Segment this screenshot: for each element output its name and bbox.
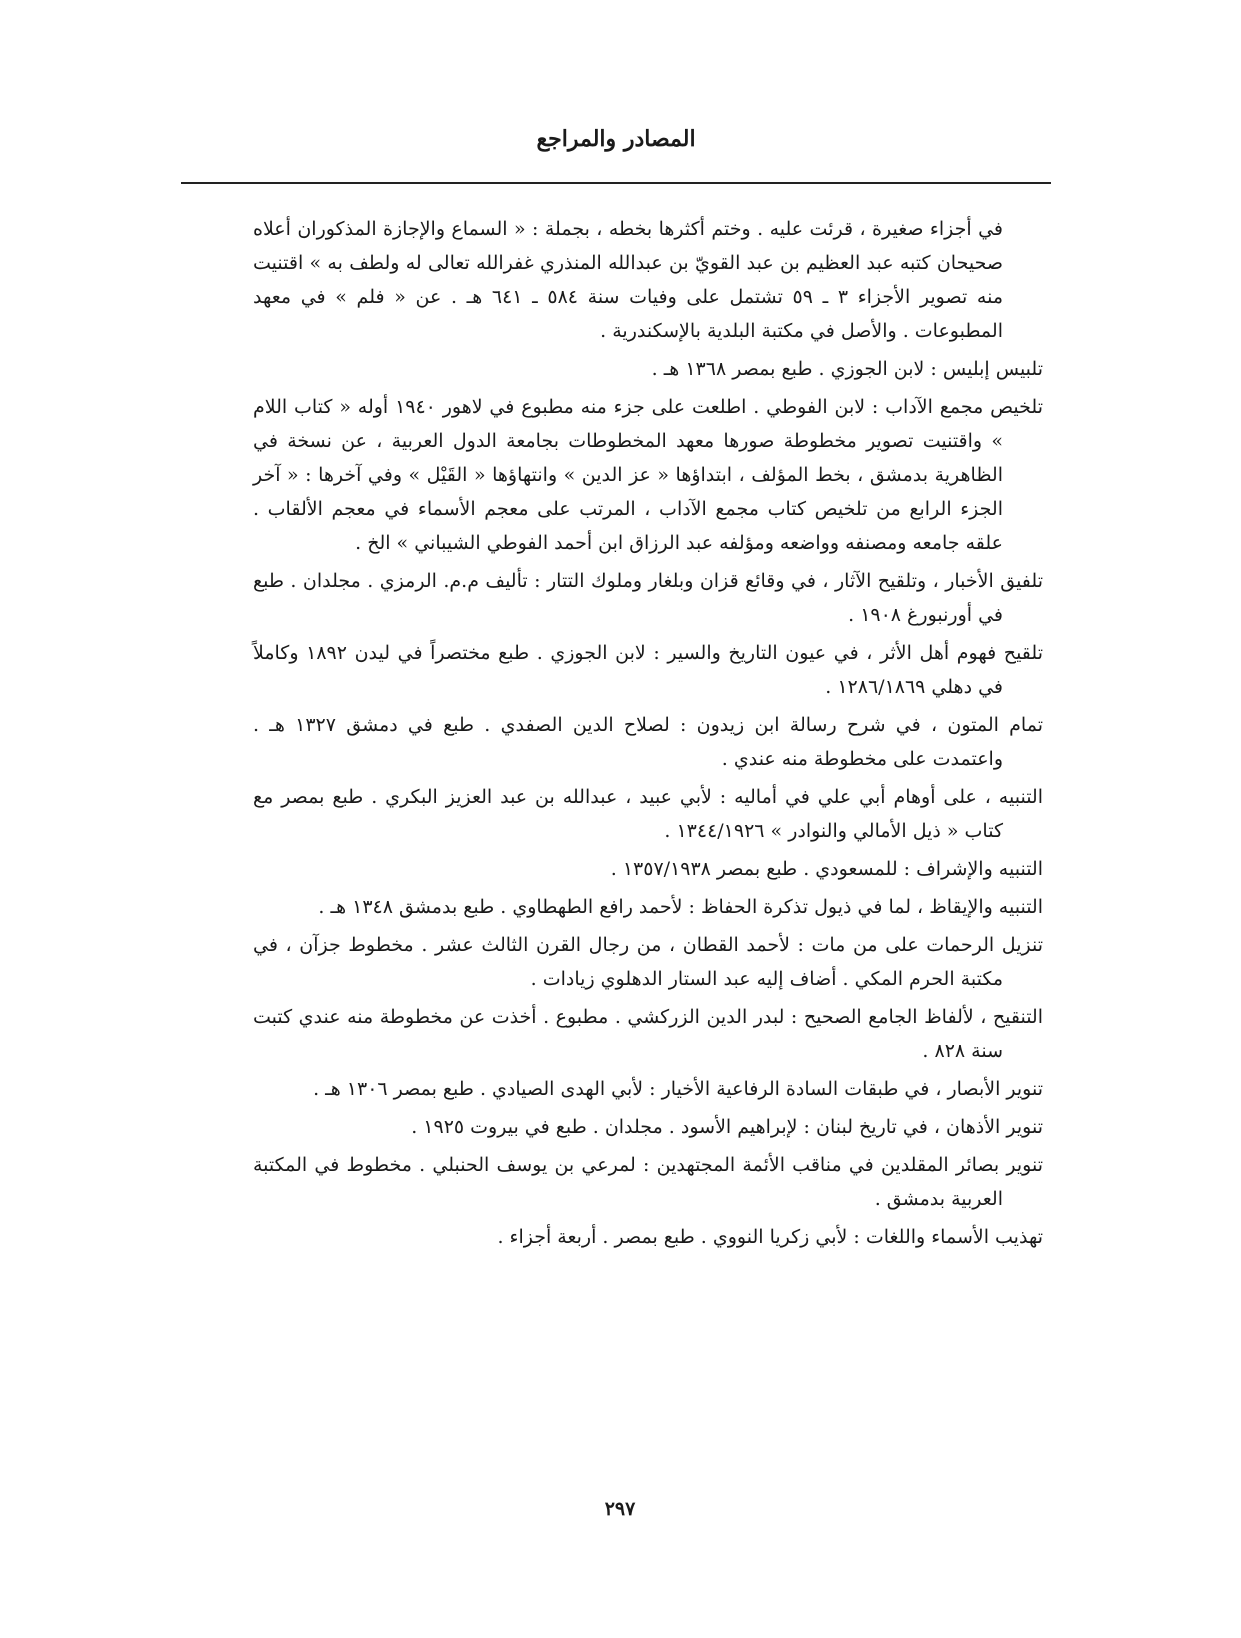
bibliography-entry: التنبيه والإيقاظ ، لما في ذيول تذكرة الحفاظ : لأحمد رافع الطهطاوي . طبع بدمشق ١٣٤٨ هـ . bbox=[318, 896, 1043, 918]
page-title: المصادر والمراجع bbox=[536, 126, 696, 152]
bibliography-entry: تنزيل الرحمات على من مات : لأحمد القطان ، من رجال القرن الثالث عشر . مخطوط جزآن ، في مكتبة الحرم المكي . أضاف إليه عبد الستار الدهلوي زيادات . bbox=[253, 934, 1043, 990]
bibliography-entry: تنوير الأذهان ، في تاريخ لبنان : لإبراهيم الأسود . مجلدان . طبع في بيروت ١٩٢٥ . bbox=[411, 1116, 1043, 1138]
bibliography-entry: التنبيه ، على أوهام أبي علي في أماليه : لأبي عبيد ، عبدالله بن عبد العزيز البكري . طبع بمصر مع كتاب « ذيل الأمالي والنوادر » ١٣٤٤/١٩٢٦ . bbox=[253, 786, 1043, 842]
bibliography-list bbox=[253, 212, 1043, 1258]
bibliography-entry: تمام المتون ، في شرح رسالة ابن زيدون : لصلاح الدين الصفدي . طبع في دمشق ١٣٢٧ هـ . واعتمدت على مخطوطة منه عندي . bbox=[253, 714, 1043, 770]
bibliography-entry: تلفيق الأخبار ، وتلقيح الآثار ، في وقائع قزان وبلغار وملوك التتار : تأليف م.م. الرمزي . مجلدان . طبع في أورنبورغ ١٩٠٨ . bbox=[253, 570, 1043, 626]
bibliography-entry: تنوير الأبصار ، في طبقات السادة الرفاعية الأخيار : لأبي الهدى الصيادي . طبع بمصر ١٣٠٦ هـ . bbox=[313, 1078, 1043, 1100]
bibliography-entry: تلقيح فهوم أهل الأثر ، في عيون التاريخ والسير : لابن الجوزي . طبع مختصراً في ليدن ١٨٩٢ وكاملاً في دهلي ١٢٨٦/١٨٦٩ . bbox=[253, 642, 1043, 698]
bibliography-entry: تلبيس إبليس : لابن الجوزي . طبع بمصر ١٣٦٨ هـ . bbox=[651, 358, 1043, 380]
bibliography-entry: التنقيح ، لألفاظ الجامع الصحيح : لبدر الدين الزركشي . مطبوع . أخذت عن مخطوطة منه عندي كتبت سنة ٨٢٨ . bbox=[253, 1006, 1043, 1062]
bibliography-entry: تهذيب الأسماء واللغات : لأبي زكريا النووي . طبع بمصر . أربعة أجزاء . bbox=[497, 1226, 1043, 1248]
bibliography-entry: التنبيه والإشراف : للمسعودي . طبع بمصر ١٣٥٧/١٩٣٨ . bbox=[610, 858, 1043, 880]
bibliography-entry: في أجزاء صغيرة ، قرئت عليه . وختم أكثرها بخطه ، بجملة : « السماع والإجازة المذكوران أعلاه صحيحان كتبه عبد العظيم بن عبد القويّ بن عبدالله المنذري غفرالله تعالى له ولطف به » اقتنيت منه تصوير الأجزاء ٣ ـ ٥٩ تشتمل على وفيات سنة ٥٨٤ ـ ٦٤١ هـ . عن « فلم » في معهد المطبوعات . والأصل في مكتبة البلدية بالإسكندرية . bbox=[253, 218, 1004, 342]
bibliography-entry: تلخيص مجمع الآداب : لابن الفوطي . اطلعت على جزء منه مطبوع في لاهور ١٩٤٠ أوله « كتاب اللام » واقتنيت تصوير مخطوطة صورها معهد المخطوطات بجامعة الدول العربية ، عن نسخة في الظاهرية بدمشق ، بخط المؤلف ، ابتداؤها « عز الدين » وانتهاؤها « القَيْل » وفي آخرها : « آخر الجزء الرابع من تلخيص كتاب مجمع الآداب ، المرتب على معجم الأسماء في معجم الألقاب . علقه جامعه ومصنفه وواضعه ومؤلفه عبد الرزاق ابن أحمد الفوطي الشيباني » الخ . bbox=[253, 396, 1043, 554]
bibliography-entry: تنوير بصائر المقلدين في مناقب الأئمة المجتهدين : لمرعي بن يوسف الحنبلي . مخطوط في المكتبة العربية بدمشق . bbox=[253, 1154, 1043, 1210]
page-number: ٢٩٧ bbox=[604, 1498, 636, 1520]
header-divider bbox=[181, 182, 1051, 184]
